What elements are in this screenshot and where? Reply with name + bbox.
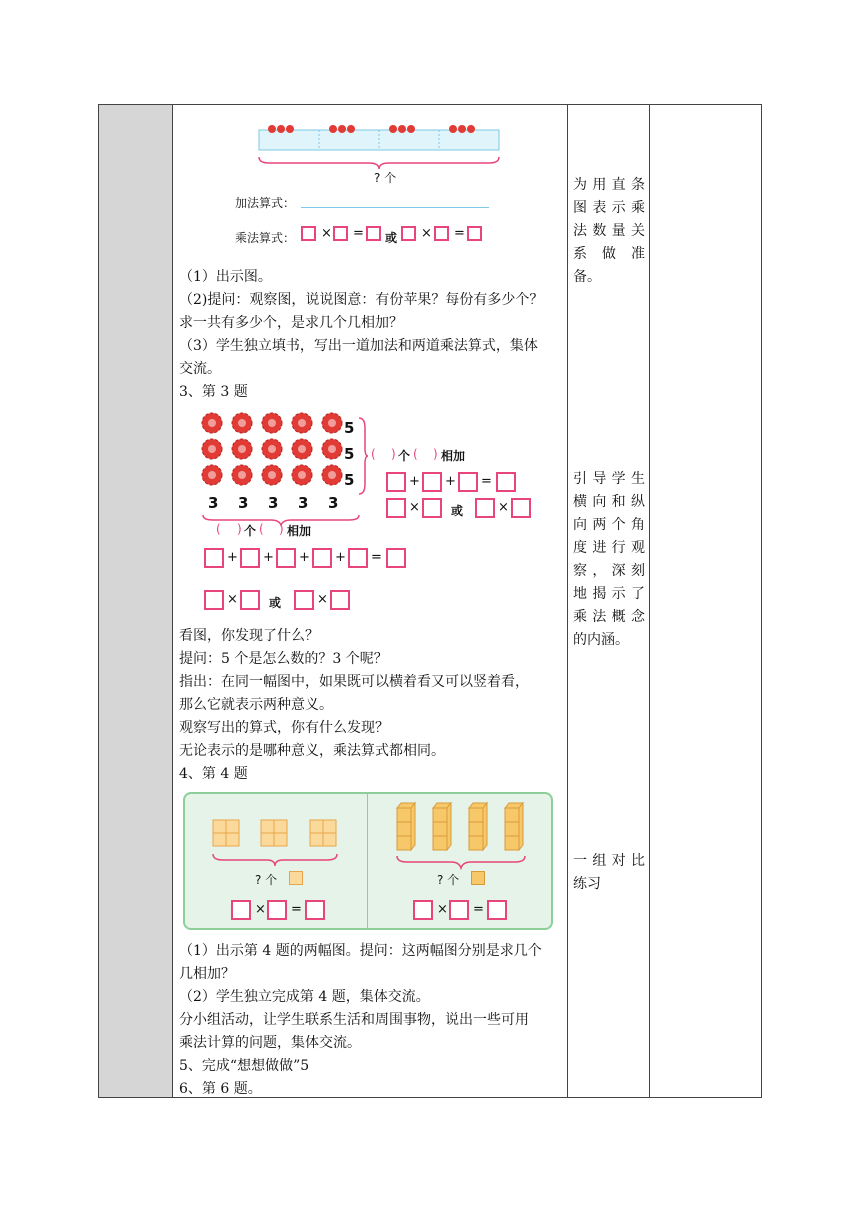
column-count: 3 bbox=[328, 494, 339, 512]
column-count: 3 bbox=[268, 494, 279, 512]
figure-flower-array bbox=[179, 410, 563, 615]
step-text: 交流。 bbox=[179, 361, 221, 377]
apple-question: ? 个 bbox=[374, 171, 397, 185]
right-brace bbox=[357, 416, 369, 496]
bottom-label-add: 相加 bbox=[287, 524, 312, 538]
answer-box[interactable] bbox=[267, 900, 287, 920]
answer-box[interactable] bbox=[366, 226, 381, 241]
answer-box[interactable] bbox=[301, 226, 316, 241]
add-formula-label: 加法算式： bbox=[235, 196, 296, 210]
right-question: ? 个 bbox=[437, 873, 460, 887]
right-label-ge: 个 bbox=[398, 449, 411, 463]
paren-close: ) bbox=[433, 447, 438, 461]
answer-box[interactable] bbox=[204, 590, 224, 610]
paren-open: ( bbox=[216, 522, 221, 536]
answer-box[interactable] bbox=[467, 226, 482, 241]
side-note-2 bbox=[573, 468, 645, 652]
answer-box[interactable] bbox=[413, 900, 433, 920]
right-label-add: 相加 bbox=[441, 449, 466, 463]
step-text: （2）学生独立完成第 4 题，集体交流。 bbox=[179, 989, 430, 1005]
answer-box[interactable] bbox=[487, 900, 507, 920]
equals-sign: = bbox=[454, 226, 465, 241]
note-line: 地揭示了 bbox=[573, 586, 645, 602]
row-count: 5 bbox=[344, 445, 355, 463]
answer-box[interactable] bbox=[511, 498, 531, 518]
answer-box[interactable] bbox=[333, 226, 348, 241]
step-text: 看图，你发现了什么？ bbox=[179, 628, 319, 644]
mul-formula-label: 乘法算式： bbox=[235, 231, 296, 245]
step-text: 那么它就表示两种意义。 bbox=[179, 697, 333, 713]
side-note-3 bbox=[573, 850, 645, 896]
answer-box[interactable] bbox=[231, 900, 251, 920]
equals-sign: = bbox=[481, 474, 492, 489]
or-label: 或 bbox=[451, 504, 464, 518]
note-line: 乘法概念 bbox=[573, 609, 645, 625]
step-text: 指出：在同一幅图中，如果既可以横着看又可以竖着看， bbox=[179, 674, 529, 690]
note-line: 察，深刻 bbox=[573, 563, 645, 579]
section-heading: 3、第 3 题 bbox=[179, 384, 248, 400]
note-line: 练习 bbox=[573, 876, 601, 892]
answer-box[interactable] bbox=[422, 498, 442, 518]
answer-box[interactable] bbox=[240, 590, 260, 610]
equals-sign: = bbox=[371, 550, 382, 565]
plus-sign: + bbox=[335, 550, 346, 565]
times-sign: × bbox=[255, 902, 266, 917]
paren-close: ) bbox=[237, 522, 242, 536]
note-line: 图表示乘 bbox=[573, 200, 645, 216]
note-line: 为用直条 bbox=[573, 177, 645, 193]
column-divider bbox=[649, 105, 650, 1097]
step-text: 几相加？ bbox=[179, 966, 235, 982]
column-divider bbox=[172, 105, 173, 1097]
answer-box[interactable] bbox=[434, 226, 449, 241]
step-text: 分小组活动，让学生联系生活和周围事物，说出一些可用 bbox=[179, 1012, 529, 1028]
answer-box[interactable] bbox=[294, 590, 314, 610]
step-text: 观察写出的算式，你有什么发现？ bbox=[179, 720, 389, 736]
plus-sign: + bbox=[227, 550, 238, 565]
times-sign: × bbox=[317, 592, 328, 607]
note-line: 系 做 准 bbox=[573, 246, 645, 262]
row-count: 5 bbox=[344, 471, 355, 489]
step-text: （1）出示第 4 题的两幅图。提问：这两幅图分别是求几个 bbox=[179, 943, 542, 959]
note-line: 向两个角 bbox=[573, 517, 645, 533]
step-text: 乘法计算的问题，集体交流。 bbox=[179, 1035, 361, 1051]
answer-box[interactable] bbox=[386, 498, 406, 518]
answer-box[interactable] bbox=[475, 498, 495, 518]
paren-open: ( bbox=[413, 447, 418, 461]
plus-sign: + bbox=[409, 474, 420, 489]
answer-box[interactable] bbox=[330, 590, 350, 610]
column-count: 3 bbox=[298, 494, 309, 512]
answer-box[interactable] bbox=[276, 548, 296, 568]
answer-box[interactable] bbox=[312, 548, 332, 568]
answer-box[interactable] bbox=[449, 900, 469, 920]
answer-box[interactable] bbox=[240, 548, 260, 568]
section-heading: 4、第 4 题 bbox=[179, 766, 248, 782]
equals-sign: = bbox=[291, 902, 302, 917]
step-text: 5、完成“想想做做”5 bbox=[179, 1058, 310, 1074]
step-text: 求一共有多少个，是求几个几相加？ bbox=[179, 315, 403, 331]
times-sign: × bbox=[227, 592, 238, 607]
times-sign: × bbox=[498, 500, 509, 515]
paren-close: ) bbox=[391, 447, 396, 461]
lesson-table bbox=[98, 104, 762, 1098]
figure-apple-bar bbox=[179, 105, 563, 255]
answer-box[interactable] bbox=[386, 548, 406, 568]
plus-sign: + bbox=[299, 550, 310, 565]
step-text: （3）学生独立填书，写出一道加法和两道乘法算式，集体 bbox=[179, 338, 538, 354]
times-sign: × bbox=[437, 902, 448, 917]
step-text: （2)提问：观察图，说说图意：有份苹果？每份有多少个？ bbox=[179, 292, 544, 308]
note-line: 度进行观 bbox=[573, 540, 645, 556]
answer-box[interactable] bbox=[348, 548, 368, 568]
answer-box[interactable] bbox=[496, 472, 516, 492]
note-line: 一组对比 bbox=[573, 853, 645, 869]
step-text: 提问：5 个是怎么数的？3 个呢？ bbox=[179, 651, 388, 667]
apple-bar-diagram bbox=[179, 117, 563, 197]
plus-sign: + bbox=[263, 550, 274, 565]
equals-sign: = bbox=[473, 902, 484, 917]
answer-box[interactable] bbox=[386, 472, 406, 492]
step-text: （1）出示图。 bbox=[179, 269, 272, 285]
answer-box[interactable] bbox=[458, 472, 478, 492]
step-text: 6、第 6 题。 bbox=[179, 1081, 262, 1097]
or-label: 或 bbox=[269, 596, 282, 610]
note-line: 法数量关 bbox=[573, 223, 645, 239]
note-line: 横向和纵 bbox=[573, 494, 645, 510]
note-line: 备。 bbox=[573, 269, 601, 285]
answer-box[interactable] bbox=[204, 548, 224, 568]
column-divider bbox=[567, 105, 568, 1097]
answer-box[interactable] bbox=[422, 472, 442, 492]
times-sign: × bbox=[321, 226, 332, 241]
note-line: 引导学生 bbox=[573, 471, 645, 487]
paren-close: ) bbox=[279, 522, 284, 536]
times-sign: × bbox=[421, 226, 432, 241]
answer-box[interactable] bbox=[305, 900, 325, 920]
add-formula-line bbox=[301, 207, 489, 208]
times-sign: × bbox=[409, 500, 420, 515]
side-note-1 bbox=[573, 174, 645, 289]
or-label: 或 bbox=[385, 231, 398, 245]
answer-box[interactable] bbox=[401, 226, 416, 241]
column-count: 3 bbox=[238, 494, 249, 512]
row-count: 5 bbox=[344, 419, 355, 437]
bottom-label-ge: 个 bbox=[244, 524, 257, 538]
column-count: 3 bbox=[208, 494, 219, 512]
equals-sign: = bbox=[353, 226, 364, 241]
flower-grid bbox=[201, 412, 351, 497]
plus-sign: + bbox=[445, 474, 456, 489]
figure-grid-blocks bbox=[183, 792, 553, 930]
main-content bbox=[179, 105, 563, 1097]
cube-stacks bbox=[393, 798, 553, 870]
paren-open: ( bbox=[371, 447, 376, 461]
grey-column bbox=[99, 105, 172, 1097]
paren-open: ( bbox=[259, 522, 264, 536]
unit-cube-icon bbox=[471, 871, 485, 885]
note-line: 的内涵。 bbox=[573, 632, 629, 648]
left-question: ? 个 bbox=[255, 873, 278, 887]
step-text: 无论表示的是哪种意义，乘法算式都相同。 bbox=[179, 743, 445, 759]
unit-square-icon bbox=[289, 871, 303, 885]
